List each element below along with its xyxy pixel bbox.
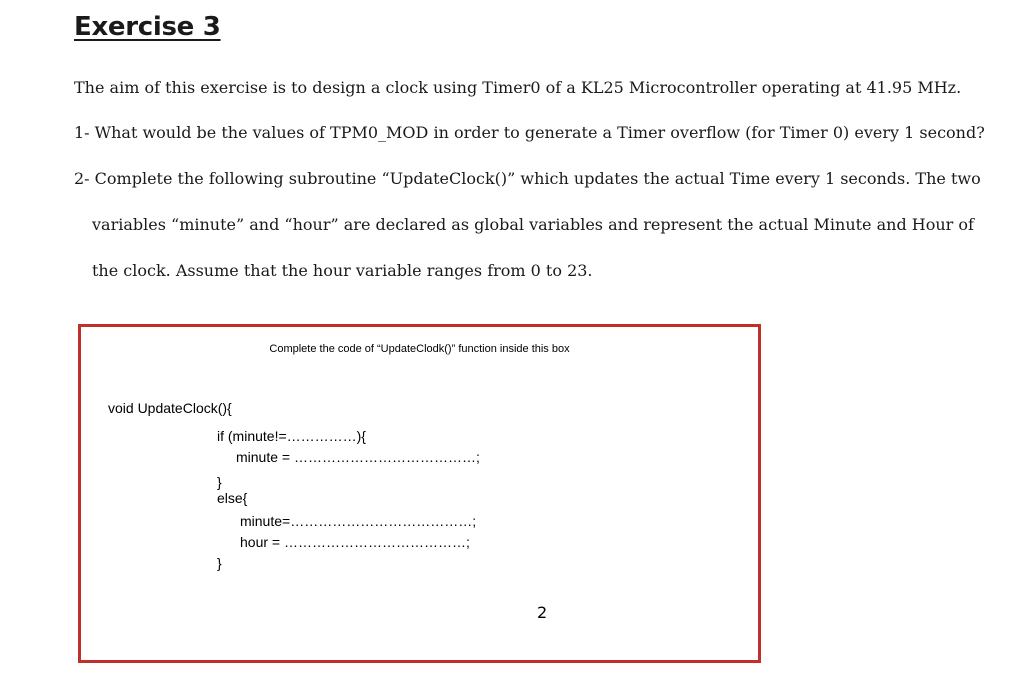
question-1: 1- What would be the values of TPM0_MOD in order to generate a Timer overflow (for Timer 0) every 1 second? [74, 123, 985, 142]
code-function-declaration: void UpdateClock(){ [108, 400, 232, 416]
code-minute-assignment-else: minute=…………………………………; [240, 513, 477, 529]
question-2-line-1: 2- Complete the following subroutine “UpdateClock()” which updates the actual Time every 1 seconds. The two [74, 169, 981, 188]
code-if-statement: if (minute!=……………){ [217, 428, 366, 444]
question-2-line-3: the clock. Assume that the hour variable ranges from 0 to 23. [92, 261, 593, 280]
code-minute-assignment-if: minute = …………………………………; [236, 449, 480, 465]
intro-paragraph: The aim of this exercise is to design a clock using Timer0 of a KL25 Microcontroller operating at 41.95 MHz. [74, 78, 962, 97]
exercise-title: Exercise 3 [74, 12, 221, 42]
code-else-close-brace: } [217, 555, 222, 571]
code-hour-assignment: hour = …………………………………; [240, 534, 470, 550]
code-if-close-brace: } [217, 474, 222, 490]
code-else-statement: else{ [217, 490, 248, 506]
page-number: 2 [537, 603, 548, 622]
answer-box [78, 324, 761, 663]
answer-box-caption: Complete the code of “UpdateClodk()” function inside this box [269, 343, 570, 355]
question-2-line-2: variables “minute” and “hour” are declared as global variables and represent the actual Minute and Hour of [92, 215, 974, 234]
